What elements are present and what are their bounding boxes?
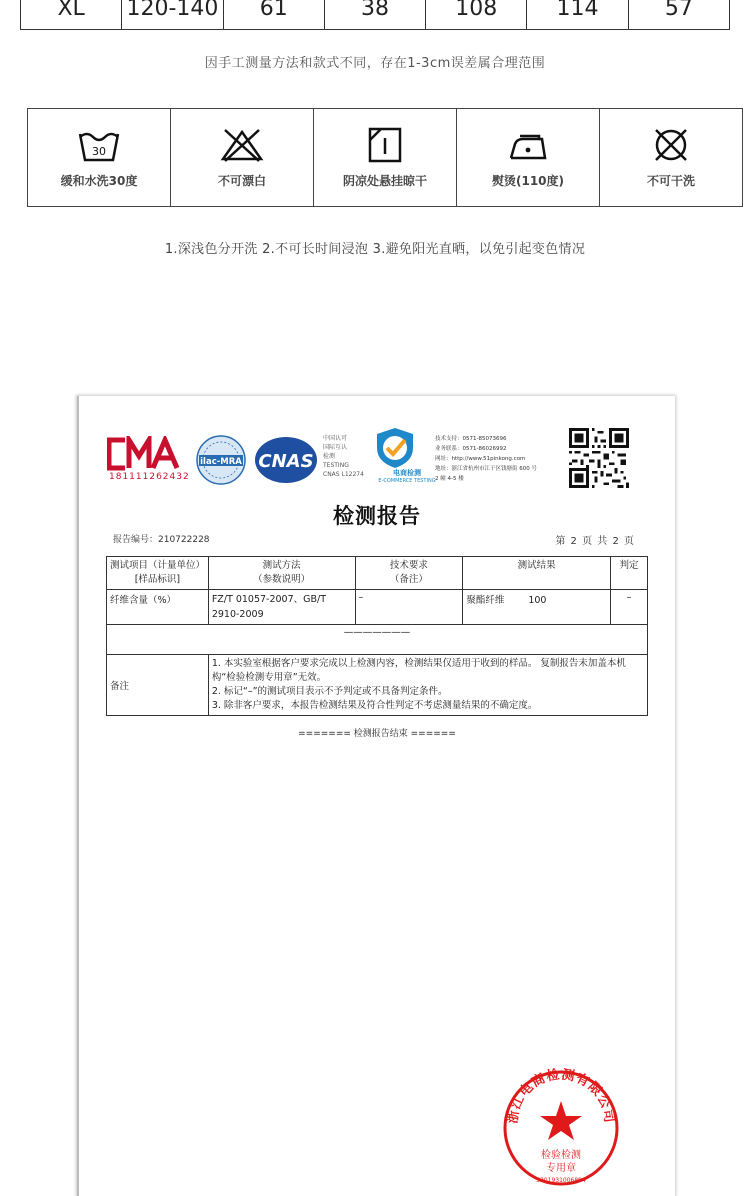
separator-cell: ——————— — [107, 625, 648, 655]
care-label: 缓和水洗30度 — [60, 174, 138, 188]
care-label: 不可干洗 — [646, 174, 695, 188]
table-row — [107, 590, 648, 625]
notes-row — [107, 655, 648, 716]
separator-row — [107, 625, 648, 655]
svg-text:专用章: 专用章 — [546, 1163, 576, 1174]
table-header-row — [107, 557, 648, 590]
size-cell: 61 — [224, 0, 325, 29]
page-indicator: 第 2 页 共 2 页 — [555, 536, 635, 547]
wash-30-icon — [76, 126, 122, 164]
wash-tips: 1.深浅色分开洗 2.不可长时间浸泡 3.避免阳光直晒，以免引起变色情况 — [164, 242, 586, 257]
size-table-row — [20, 0, 730, 30]
svg-text:检验检测: 检验检测 — [541, 1150, 581, 1161]
size-cell: XL — [21, 0, 122, 29]
report-table — [106, 556, 648, 716]
ilac-mra-logo — [195, 434, 247, 486]
wash-temp-text: 30 — [92, 145, 106, 158]
cnas-logo — [253, 434, 319, 486]
size-cell: 57 — [664, 0, 693, 21]
header-cell: 测试项目（计量单位） [样品标识] — [107, 557, 209, 590]
notes-label: 备注 — [107, 655, 209, 716]
iron-110-icon — [505, 126, 551, 164]
report-number: 报告编号：210722228 — [113, 535, 210, 545]
no-bleach-icon — [219, 126, 265, 164]
result-cell: 聚酯纤维 100 — [463, 590, 611, 625]
size-cell: 38 — [325, 0, 426, 29]
size-cell: 120-140 — [122, 0, 223, 29]
star-icon — [540, 1101, 582, 1140]
care-item-wash — [28, 109, 171, 206]
hang-dry-shade-icon — [362, 126, 408, 164]
svg-text:3301931006894: 3301931006894 — [536, 1177, 586, 1184]
header-cell: 测试方法 （参数说明） — [208, 557, 355, 590]
ec-logo-cn: 电商检测 — [393, 469, 421, 477]
size-cell: 108 — [426, 0, 527, 29]
header-cell: 测试结果 — [463, 557, 611, 590]
care-label: 阴凉处悬挂晾干 — [342, 174, 427, 188]
official-seal — [501, 1068, 621, 1188]
measure-note: 因手工测量方法和款式不同，存在1-3cm误差属合理范围 — [204, 56, 546, 71]
ec-logo-en: E-COMMERCE TESTING — [378, 478, 436, 484]
svg-text:ilac-MRA: ilac-MRA — [200, 457, 242, 467]
care-item-iron — [457, 109, 600, 206]
recognition-text: 中国认可 国际互认 检测 TESTING CNAS L12274 — [323, 435, 364, 478]
qr-code — [569, 428, 629, 488]
requirement-cell: – — [355, 590, 463, 625]
seal-text: 浙江电商检测有限公司 — [505, 1068, 617, 1125]
method-cell: FZ/T 01057-2007、GB/T 2910-2009 — [208, 590, 355, 625]
report-end: ======= 检测报告结束 ====== — [298, 729, 456, 739]
no-dry-clean-icon — [648, 126, 694, 164]
care-item-dryclean — [600, 109, 742, 206]
notes-content: 1. 本实验室根据客户要求完成以上检测内容，检测结果仅适用于收到的样品。 复制报告未加盖本机构“检验检测专用章”无效。 2. 标记“–”的测试项目表示不予判定或不具备判定条件。 3. 除非客户要求，本报告检测结果及符合性判定不考虑测量结果的不确定度。 — [208, 655, 647, 716]
care-table — [27, 108, 743, 207]
test-report — [77, 396, 675, 1196]
cma-number: 181111262432 — [109, 472, 190, 482]
care-item-dry — [314, 109, 457, 206]
svg-text:CNAS: CNAS — [258, 451, 314, 472]
care-label: 不可漂白 — [217, 174, 266, 188]
care-label: 熨烫(110度) — [491, 174, 565, 188]
cma-logo — [107, 436, 185, 472]
contact-info: 技术支持：0571-85073696 业务联系：0571-86026992 网址：http://www.51pinkong.com 地址：浙江省杭州市江干区钱塘街 600 号 2 幢 4-5 楼 — [435, 436, 537, 482]
item-cell: 纤维含量（%） — [107, 590, 209, 625]
report-header-logos — [107, 426, 647, 496]
header-cell: 判定 — [611, 557, 648, 590]
judgement-cell: – — [611, 590, 648, 625]
size-cell: 114 — [527, 0, 628, 29]
care-item-bleach — [171, 109, 314, 206]
report-title: 检测报告 — [333, 503, 421, 528]
ecommerce-testing-logo — [373, 426, 417, 470]
header-cell: 技术要求 （备注） — [355, 557, 463, 590]
